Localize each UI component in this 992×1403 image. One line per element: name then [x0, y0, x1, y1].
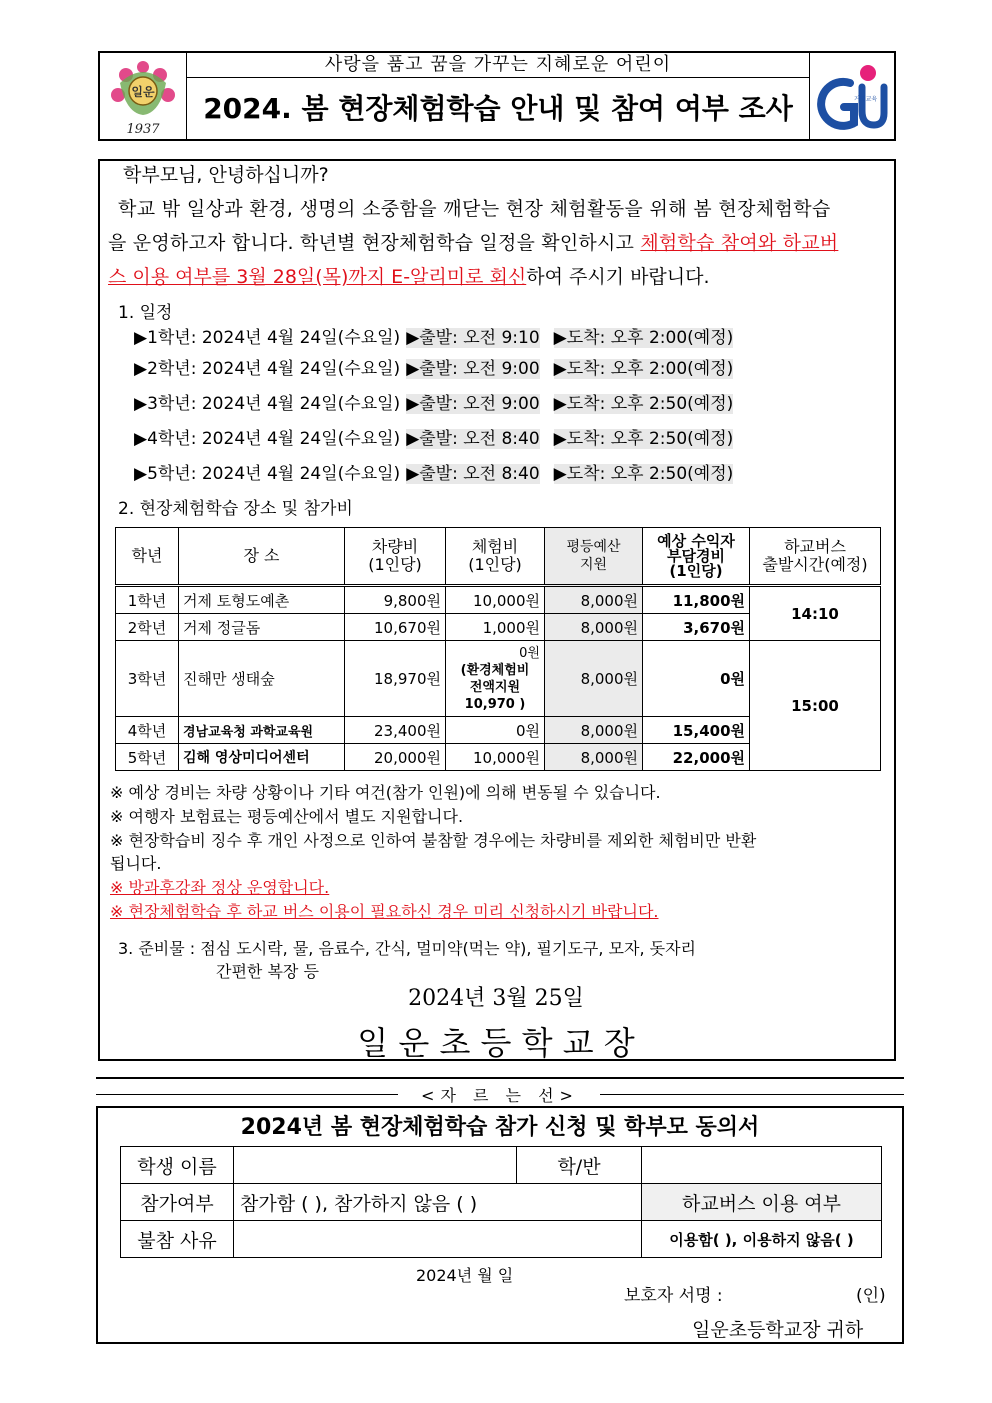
note-1: ※ 예상 경비는 차량 상황이나 기타 여건(참가 인원)에 의해 변동될 수 있습니다. [110, 783, 661, 802]
table-row: 1학년 거제 토형도예촌 9,800원 10,000원 8,000원 11,800원 14:10 [116, 586, 881, 614]
schedule-arrive: ▶도착: 오후 2:50(예정) [553, 429, 734, 449]
table-row: 3학년 진해만 생태숲 18,970원 0원 (환경체험비 전액지원 10,970 ) 8,000원 0원 15:00 [116, 641, 881, 717]
table-row: 4학년 경남교육청 과학교육원 23,400원 0원 8,000원 15,400원 [116, 717, 881, 744]
absence-reason-field[interactable] [234, 1221, 642, 1258]
table-row: 2학년 거제 정글돔 10,670원 1,000원 8,000원 3,670원 [116, 614, 881, 641]
form-date: 2024년 월 일 [416, 1266, 514, 1285]
grade-class-label: 학/반 [517, 1147, 642, 1184]
svg-text:거제교육: 거제교육 [854, 96, 878, 103]
supplies-line-2: 간편한 복장 등 [216, 962, 319, 981]
student-name-label: 학생 이름 [121, 1147, 234, 1184]
page-title: 2024. 봄 현장체험학습 안내 및 참여 여부 조사 [203, 92, 793, 125]
col-bus-time: 하교버스 출발시간(예정) [750, 528, 881, 586]
schedule-heading: 1. 일정 [118, 303, 173, 323]
schedule-depart: ▶출발: 오전 9:10 [406, 328, 540, 348]
form-title: 2024년 봄 현장체험학습 참가 신청 및 학부모 동의서 [240, 1115, 760, 1140]
intro-line-2: 을 운영하고자 합니다. 학년별 현장체험학습 일정을 확인하시고 체험학습 참여와 하교버 [108, 232, 839, 254]
schedule-grade: ▶4학년: 2024년 4월 24일(수요일) [134, 429, 401, 449]
table-row: 5학년 김해 영상미디어센터 20,000원 10,000원 8,000원 22,000원 [116, 744, 881, 771]
schedule-depart: ▶출발: 오전 8:40 [406, 429, 540, 449]
absence-reason-label: 불참 사유 [121, 1221, 234, 1258]
schedule-arrive: ▶도착: 오후 2:00(예정) [553, 328, 734, 348]
schedule-depart: ▶출발: 오전 9:00 [406, 359, 540, 379]
seal-mark: (인) [856, 1286, 886, 1306]
greeting: 학부모님, 안녕하십니까? [123, 164, 329, 186]
schedule-depart: ▶출발: 오전 9:00 [406, 394, 540, 414]
participation-label: 참가여부 [121, 1184, 234, 1221]
bus-use-options[interactable]: 이용함( ), 이용하지 않음( ) [642, 1221, 882, 1258]
bus-time-1-2: 14:10 [750, 586, 881, 641]
intro-line-3: 스 이용 여부를 3월 28일(목)까지 E-알리미로 회신하여 주시기 바랍니다. [108, 266, 710, 288]
note-3: ※ 현장학습비 징수 후 개인 사정으로 인하여 불참할 경우에는 차량비를 제외한 체험비만 반환 [110, 831, 757, 850]
participation-options[interactable]: 참가함 ( ), 참가하지 않음 ( ) [234, 1184, 642, 1221]
schedule-grade: ▶3학년: 2024년 4월 24일(수요일) [134, 394, 401, 414]
principal-name: 일 운 초 등 학 교 장 [357, 1024, 635, 1062]
col-expected-cost: 예상 수익자 부담경비 (1인당) [643, 528, 750, 586]
guardian-signature-label: 보호자 서명 : [624, 1286, 723, 1306]
intro-line-1: 학교 밖 일상과 환경, 생명의 소중함을 깨닫는 현장 체험활동을 위해 봄 현장체험학습 [118, 198, 831, 220]
schedule-arrive: ▶도착: 오후 2:50(예정) [553, 464, 734, 484]
bus-time-3-5: 15:00 [750, 641, 881, 771]
fees-table [115, 527, 881, 771]
school-logo [100, 53, 187, 139]
notice-date: 2024년 3월 25일 [408, 986, 584, 1011]
col-experience-fee: 체험비 (1인당) [446, 528, 545, 586]
cut-line-label: <자 르 는 선> [421, 1086, 579, 1105]
form-table [120, 1146, 882, 1258]
note-2: ※ 여행자 보험료는 평등예산에서 별도 지원합니다. [110, 807, 464, 826]
header-box [98, 51, 896, 141]
schedule-row [134, 393, 733, 415]
education-office-logo [809, 53, 894, 139]
consent-form [96, 1106, 904, 1344]
schedule-row [134, 428, 733, 450]
schedule-arrive: ▶도착: 오후 2:50(예정) [553, 394, 734, 414]
cut-border [96, 1077, 904, 1079]
fees-heading: 2. 현장체험학습 장소 및 참가비 [118, 499, 353, 519]
schedule-row [134, 327, 733, 349]
supplies-line-1: 3. 준비물 : 점심 도시락, 물, 음료수, 간식, 멀미약(먹는 약), 필기도구, 모자, 돗자리 [118, 939, 696, 958]
bus-use-label: 하교버스 이용 여부 [642, 1184, 882, 1221]
schedule-grade: ▶1학년: 2024년 4월 24일(수요일) [134, 328, 401, 348]
addressee: 일운초등학교장 귀하 [692, 1319, 864, 1341]
grade-class-field[interactable] [642, 1147, 882, 1184]
schedule-grade: ▶5학년: 2024년 4월 24일(수요일) [134, 464, 401, 484]
col-support: 평등예산 지원 [545, 528, 643, 586]
schedule-depart: ▶출발: 오전 8:40 [406, 464, 540, 484]
student-name-field[interactable] [234, 1147, 517, 1184]
school-slogan: 사랑을 품고 꿈을 가꾸는 지혜로운 어린이 [186, 53, 810, 78]
svg-text:1937: 1937 [126, 122, 160, 137]
schedule-row [134, 358, 733, 380]
col-bus-fee: 차량비 (1인당) [345, 528, 446, 586]
red-note-2: ※ 현장체험학습 후 하교 버스 이용이 필요하신 경우 미리 신청하시기 바랍니다. [110, 902, 659, 921]
schedule-arrive: ▶도착: 오후 2:00(예정) [553, 359, 734, 379]
schedule-grade: ▶2학년: 2024년 4월 24일(수요일) [134, 359, 401, 379]
red-note-1: ※ 방과후강좌 정상 운영합니다. [110, 878, 330, 897]
schedule-row [134, 463, 733, 485]
svg-text:일운: 일운 [131, 85, 155, 99]
col-grade: 학년 [116, 528, 179, 586]
note-3-cont: 됩니다. [110, 854, 162, 873]
col-place: 장 소 [179, 528, 345, 586]
